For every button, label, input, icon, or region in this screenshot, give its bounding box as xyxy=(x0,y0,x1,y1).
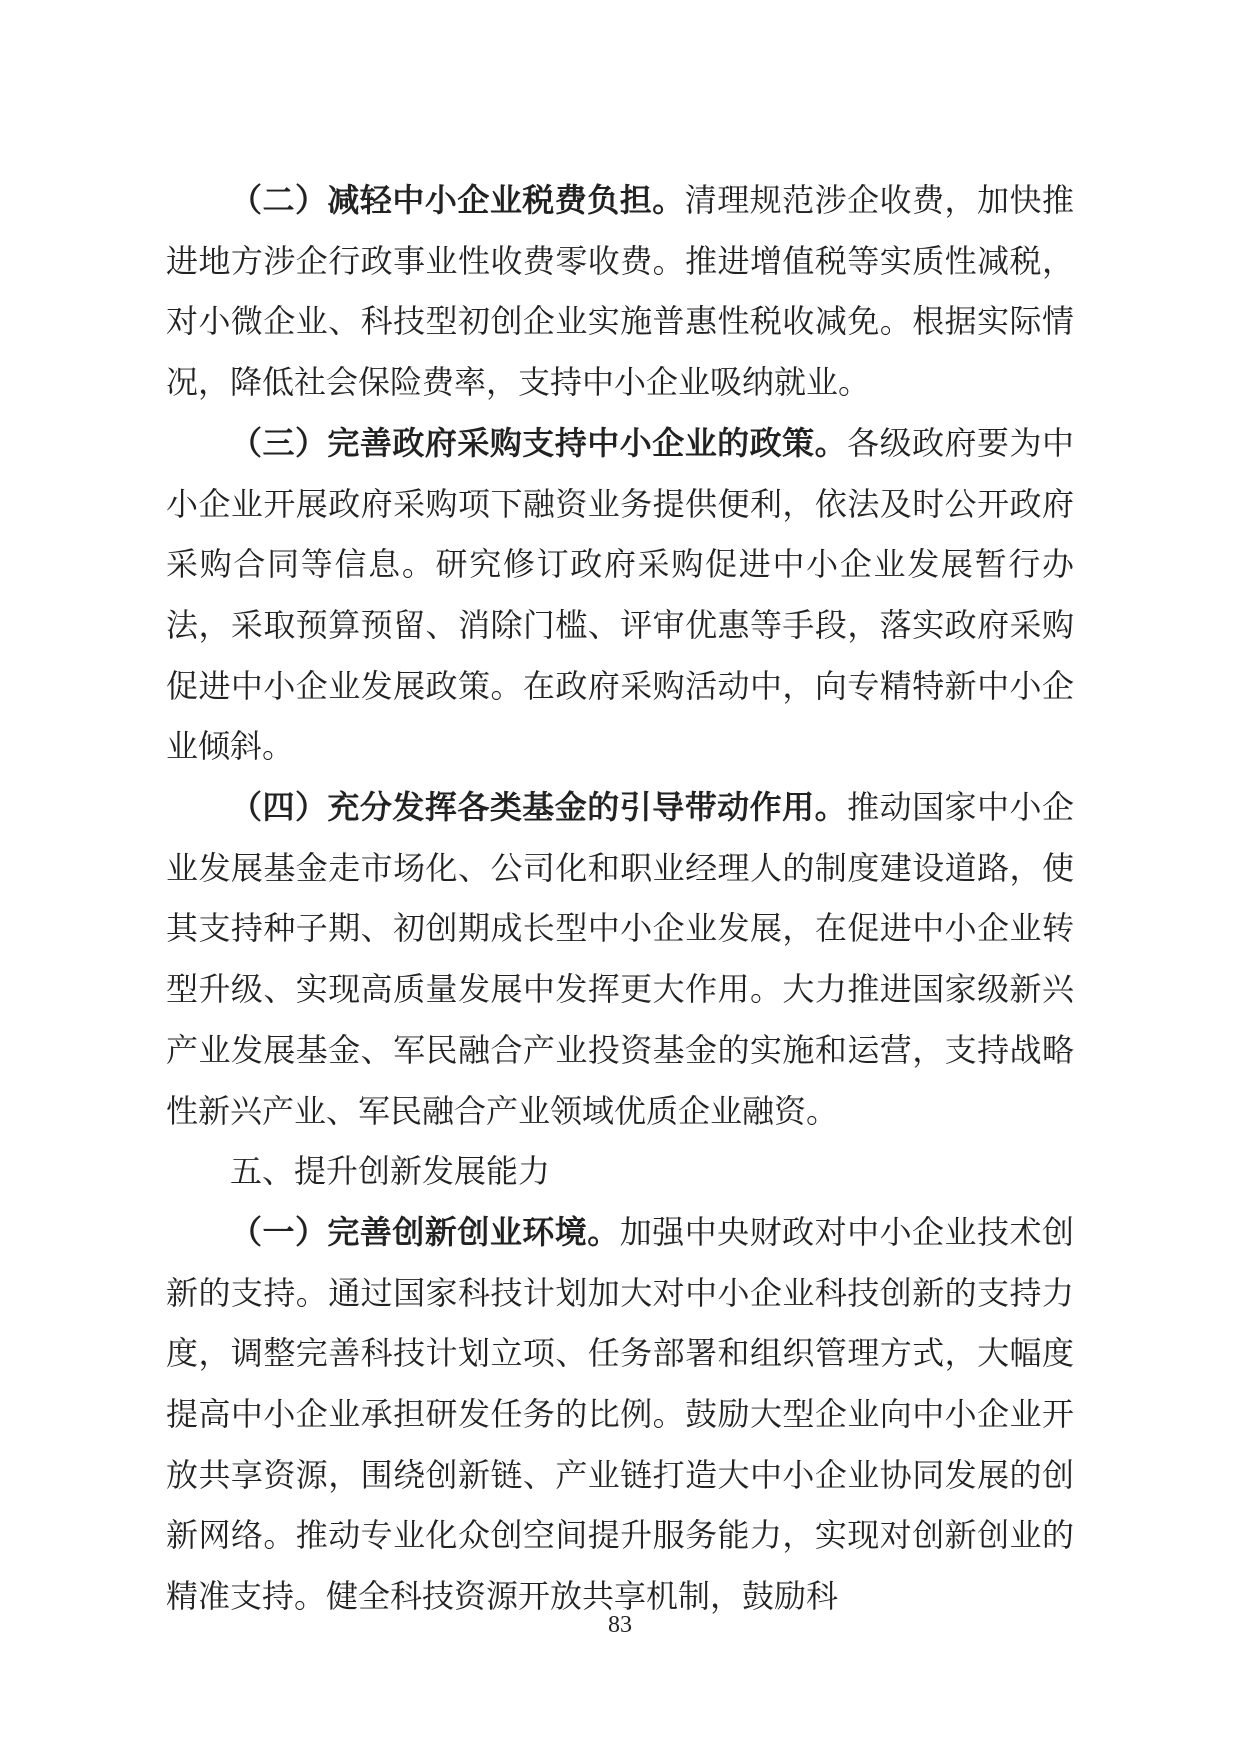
document-body xyxy=(166,170,1074,1627)
paragraph-text: 清理规范涉企收费，加快推进地方涉企行政事业性收费零收费。推进增值税等实质性减税，对小微企业、科技型初创企业实施普惠性税收减免。根据实际情况，降低社会保险费率，支持中小企业吸纳就业。 xyxy=(166,181,1074,402)
paragraph-government-procurement xyxy=(166,413,1074,777)
paragraph-text: 加强中央财政对中小企业技术创新的支持。通过国家科技计划加大对中小企业科技创新的支持力度，调整完善科技计划立项、任务部署和组织管理方式，大幅度提高中小企业承担研发任务的比例。鼓励大型企业向中小企业开放共享资源，围绕创新链、产业链打造大中小企业协同发展的创新网络。推动专业化众创空间提升服务能力，实现对创新创业的精准支持。健全科技资源开放共享机制，鼓励科 xyxy=(166,1212,1074,1616)
section-title: 五、提升创新发展能力 xyxy=(230,1152,551,1191)
paragraph-funds-guidance xyxy=(166,777,1074,1141)
paragraph-text: 各级政府要为中小企业开展政府采购项下融资业务提供便利，依法及时公开政府采购合同等信息。研究修订政府采购促进中小企业发展暂行办法，采取预算预留、消除门槛、评审优惠等手段，落实政府采购促进中小企业发展政策。在政府采购活动中，向专精特新中小企业倾斜。 xyxy=(166,423,1074,766)
paragraph-heading: （一）完善创新创业环境。 xyxy=(230,1212,620,1251)
paragraph-reduce-tax-burden xyxy=(166,170,1074,413)
paragraph-heading: （三）完善政府采购支持中小企业的政策。 xyxy=(230,423,848,462)
paragraph-innovation-environment xyxy=(166,1202,1074,1627)
paragraph-heading: （四）充分发挥各类基金的引导带动作用。 xyxy=(230,788,848,827)
paragraph-text: 推动国家中小企业发展基金走市场化、公司化和职业经理人的制度建设道路，使其支持种子期、初创期成长型中小企业发展，在促进中小企业转型升级、实现高质量发展中发挥更大作用。大力推进国家级新兴产业发展基金、军民融合产业投资基金的实施和运营，支持战略性新兴产业、军民融合产业领域优质企业融资。 xyxy=(166,788,1074,1130)
page-number: 83 xyxy=(608,1612,632,1638)
paragraph-heading: （二）减轻中小企业税费负担。 xyxy=(230,181,685,219)
